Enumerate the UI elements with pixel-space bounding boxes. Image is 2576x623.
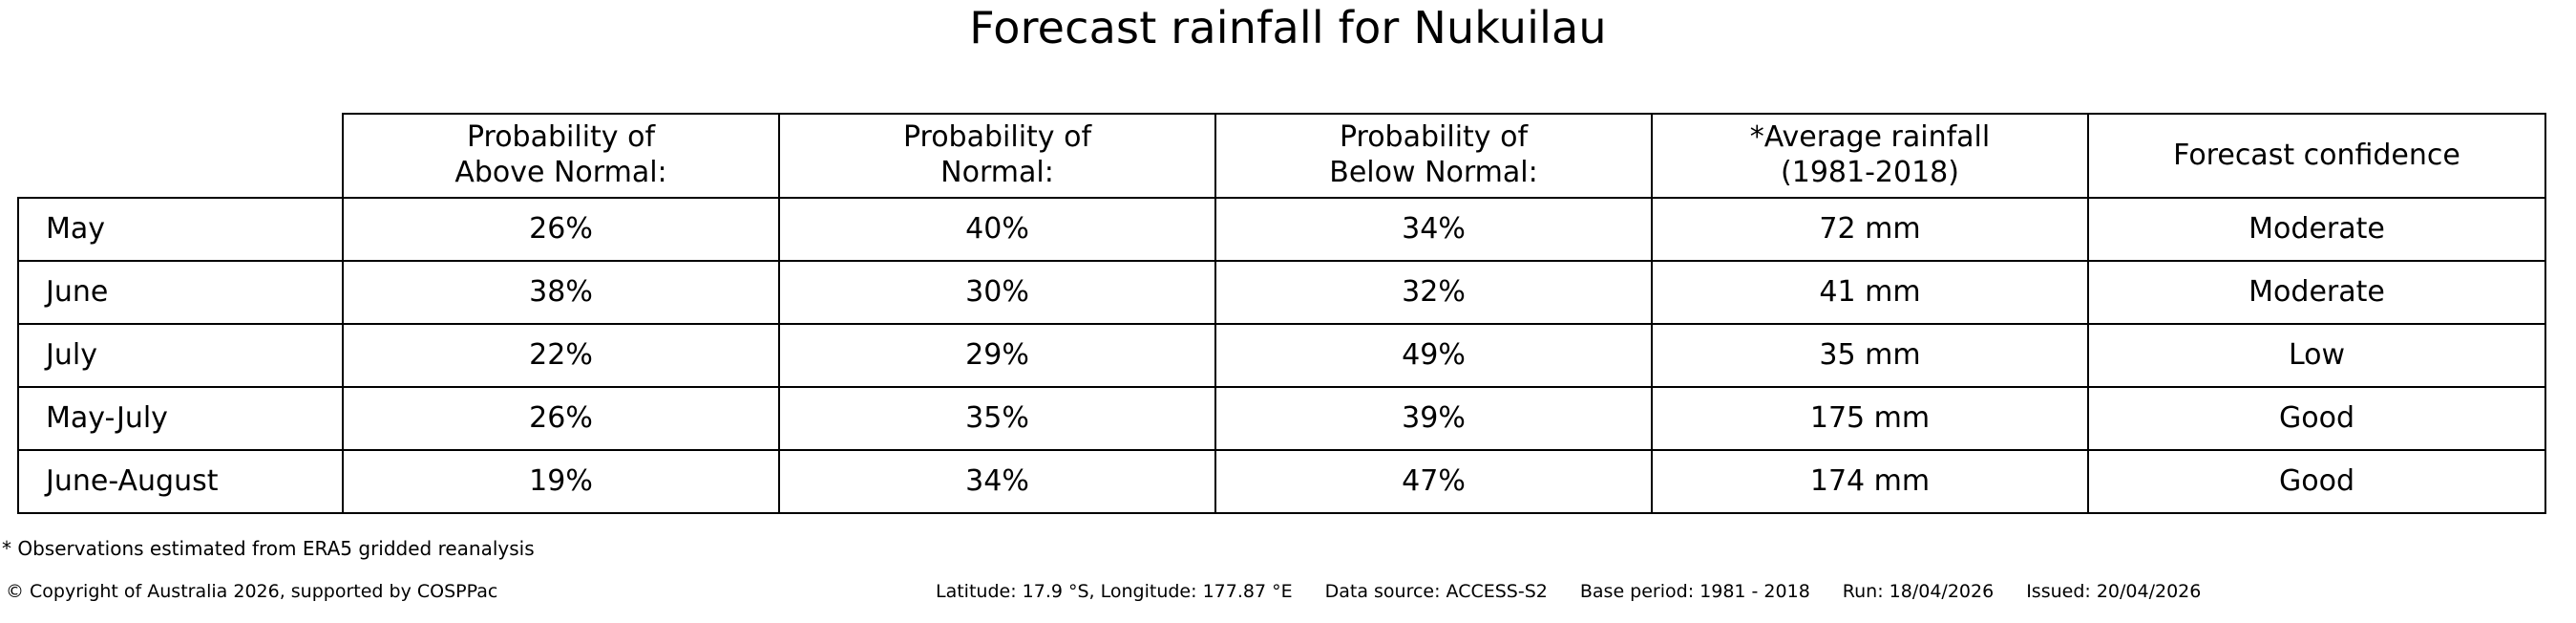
table-row <box>18 324 2545 387</box>
table-row <box>18 261 2545 324</box>
footer <box>0 581 2576 613</box>
row-average-rainfall: 35 mm <box>1652 324 2088 387</box>
row-above-normal: 26% <box>343 198 779 261</box>
table-header <box>18 114 2545 198</box>
header-average-rainfall-line2: (1981-2018) <box>1781 156 1959 189</box>
row-above-normal: 26% <box>343 387 779 450</box>
header-above-normal <box>343 114 779 198</box>
row-period: July <box>18 324 343 387</box>
header-row <box>18 114 2545 198</box>
row-average-rainfall: 175 mm <box>1652 387 2088 450</box>
header-below-normal <box>1215 114 1652 198</box>
row-forecast-confidence: Good <box>2088 387 2545 450</box>
header-above-normal-line2: Above Normal: <box>454 156 667 189</box>
row-forecast-confidence: Moderate <box>2088 198 2545 261</box>
row-normal: 29% <box>779 324 1215 387</box>
row-above-normal: 22% <box>343 324 779 387</box>
row-period: May <box>18 198 343 261</box>
footer-metadata <box>936 581 2201 602</box>
header-average-rainfall-line1: *Average rainfall <box>1749 120 1991 155</box>
base-period-text: Base period: 1981 - 2018 <box>1579 581 1810 602</box>
table-row <box>18 450 2545 513</box>
row-above-normal: 38% <box>343 261 779 324</box>
row-normal: 30% <box>779 261 1215 324</box>
copyright-text: © Copyright of Australia 2026, supported by COSPPac <box>6 581 498 602</box>
header-corner-cell <box>18 114 343 198</box>
coordinates-text: Latitude: 17.9 °S, Longitude: 177.87 °E <box>936 581 1293 602</box>
header-average-rainfall <box>1652 114 2088 198</box>
row-above-normal: 19% <box>343 450 779 513</box>
header-below-normal-line2: Below Normal: <box>1329 156 1538 189</box>
row-forecast-confidence: Moderate <box>2088 261 2545 324</box>
row-average-rainfall: 174 mm <box>1652 450 2088 513</box>
row-forecast-confidence: Low <box>2088 324 2545 387</box>
issued-date-text: Issued: 20/04/2026 <box>2026 581 2202 602</box>
table-row <box>18 387 2545 450</box>
header-normal-line1: Probability of <box>902 120 1092 155</box>
header-normal <box>779 114 1215 198</box>
header-normal-line2: Normal: <box>940 156 1054 189</box>
page-title: Forecast rainfall for Nukuilau <box>969 2 1607 54</box>
forecast-table <box>17 113 2546 514</box>
row-below-normal: 34% <box>1215 198 1652 261</box>
row-normal: 34% <box>779 450 1215 513</box>
header-above-normal-line1: Probability of <box>466 120 656 155</box>
row-normal: 40% <box>779 198 1215 261</box>
forecast-table-container <box>17 113 2559 514</box>
data-source-text: Data source: ACCESS-S2 <box>1324 581 1548 602</box>
row-below-normal: 32% <box>1215 261 1652 324</box>
table-row <box>18 198 2545 261</box>
row-period: June-August <box>18 450 343 513</box>
header-forecast-confidence-line1: Forecast confidence <box>2173 138 2460 172</box>
row-normal: 35% <box>779 387 1215 450</box>
run-date-text: Run: 18/04/2026 <box>1842 581 1995 602</box>
header-below-normal-line1: Probability of <box>1339 120 1529 155</box>
row-period: May-July <box>18 387 343 450</box>
footnote-text: * Observations estimated from ERA5 gridded reanalysis <box>2 537 535 560</box>
row-below-normal: 47% <box>1215 450 1652 513</box>
row-below-normal: 49% <box>1215 324 1652 387</box>
header-forecast-confidence <box>2088 114 2545 198</box>
row-average-rainfall: 41 mm <box>1652 261 2088 324</box>
row-period: June <box>18 261 343 324</box>
row-below-normal: 39% <box>1215 387 1652 450</box>
table-body <box>18 198 2545 513</box>
row-average-rainfall: 72 mm <box>1652 198 2088 261</box>
row-forecast-confidence: Good <box>2088 450 2545 513</box>
